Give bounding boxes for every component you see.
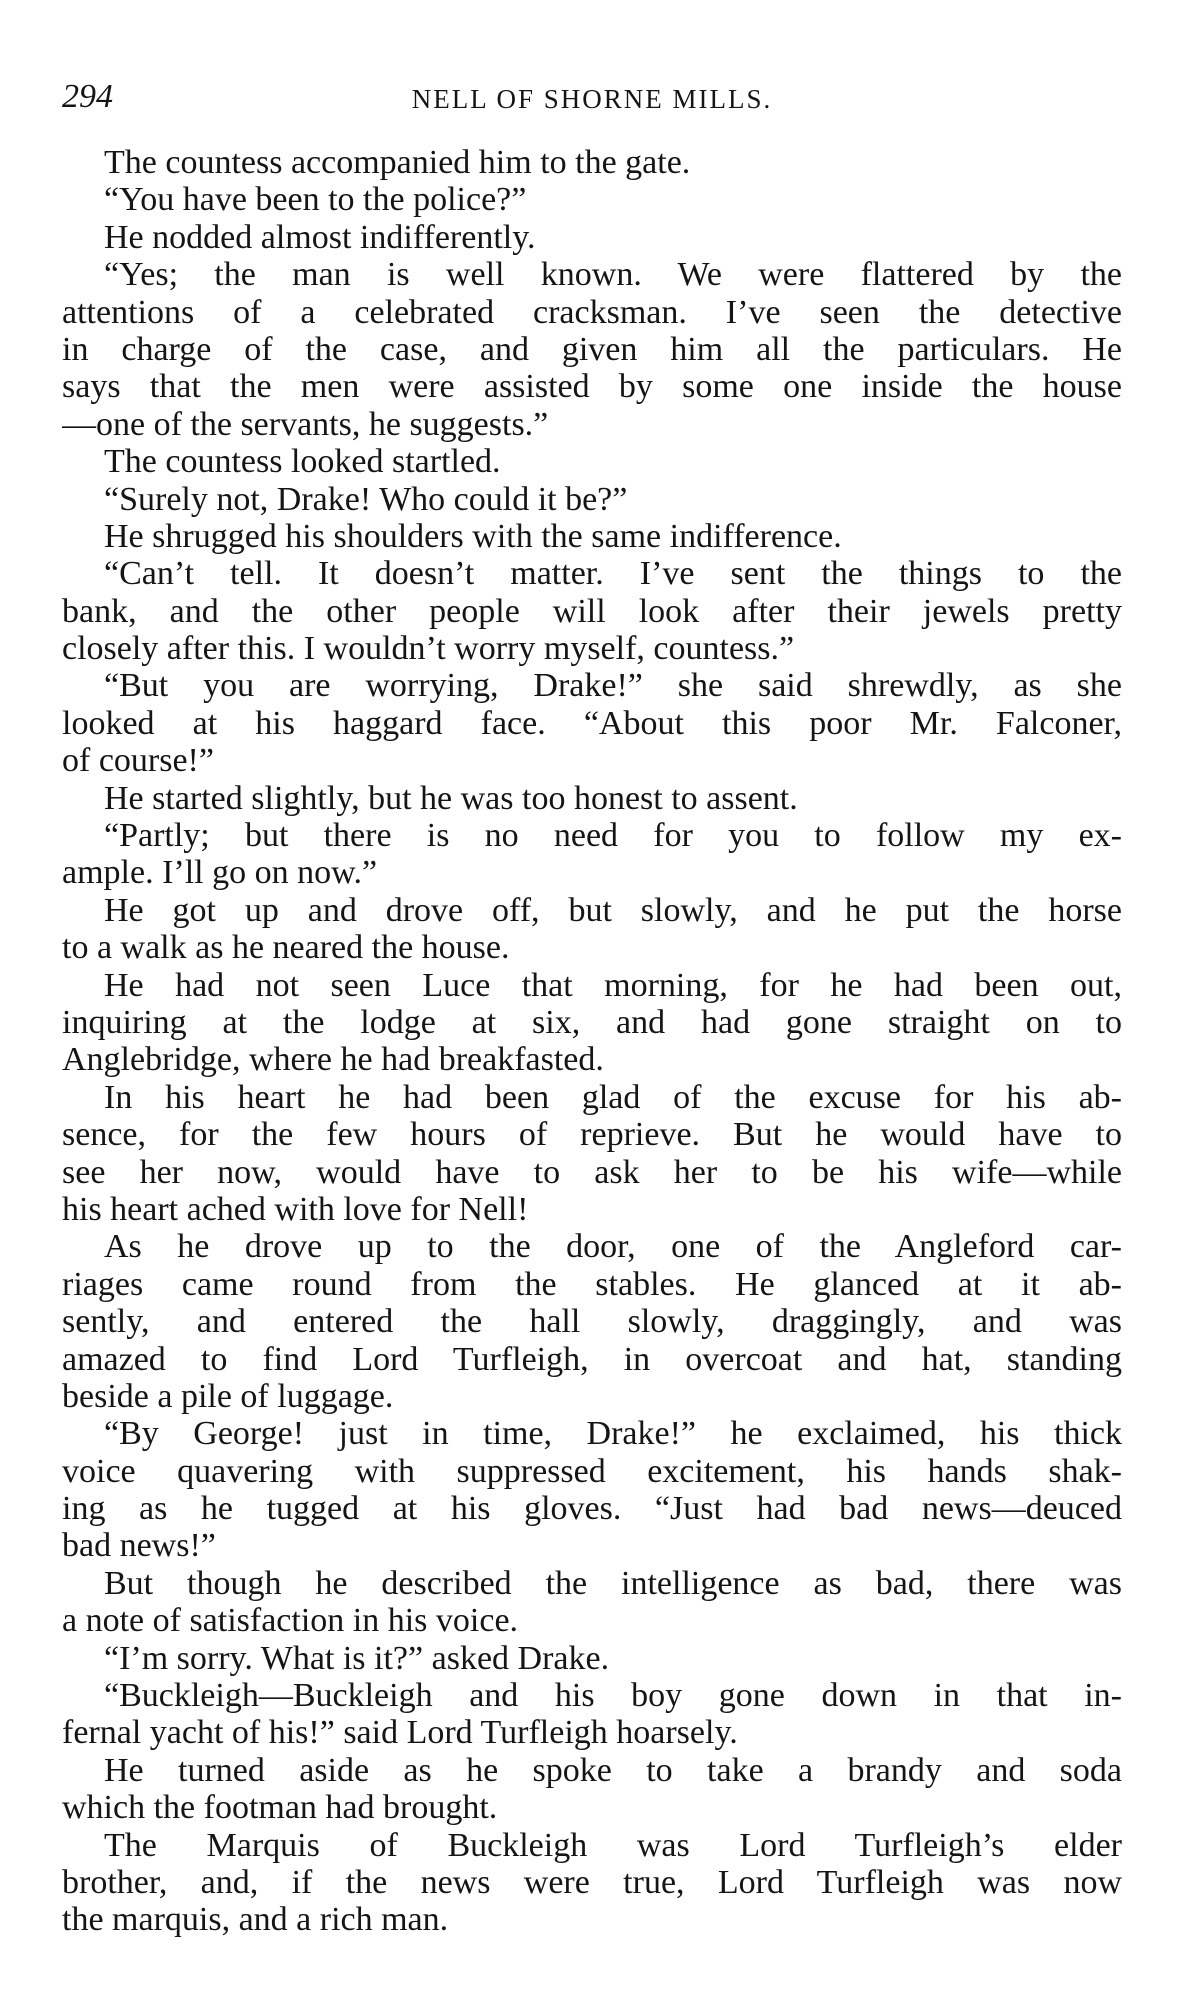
text-line: bank, and the other people will look after their jewels pretty <box>62 592 1122 630</box>
text-line: voice quavering with suppressed excitement, his hands shak- <box>62 1452 1122 1490</box>
text-line: He turned aside as he spoke to take a brandy and soda <box>104 1751 1122 1789</box>
text-line: The countess looked startled. <box>104 443 501 481</box>
text-line: ample. I’ll go on now.” <box>62 854 378 892</box>
page-number: 294 <box>62 78 113 115</box>
body-text <box>62 144 1122 1939</box>
text-line: beside a pile of luggage. <box>62 1377 394 1415</box>
text-line: says that the men were assisted by some one inside the house <box>62 368 1122 406</box>
text-line: ing as he tugged at his gloves. “Just had bad news—deuced <box>62 1490 1122 1528</box>
text-line: He got up and drove off, but slowly, and he put the horse <box>104 891 1122 929</box>
text-line: But though he described the intelligence as bad, there was <box>104 1564 1122 1602</box>
text-line: He started slightly, but he was too honest to assent. <box>104 779 798 817</box>
text-line: “Surely not, Drake! Who could it be?” <box>104 480 628 518</box>
text-line: He shrugged his shoulders with the same indifference. <box>104 517 842 555</box>
text-line: “Can’t tell. It doesn’t matter. I’ve sent the things to the <box>104 555 1122 593</box>
text-line: see her now, would have to ask her to be his wife—while <box>62 1153 1122 1191</box>
text-line: “Partly; but there is no need for you to follow my ex- <box>104 817 1122 855</box>
text-line: “But you are worrying, Drake!” she said shrewdly, as she <box>104 667 1122 705</box>
text-line: to a walk as he neared the house. <box>62 929 510 967</box>
text-line: his heart ached with love for Nell! <box>62 1190 529 1228</box>
text-line: the marquis, and a rich man. <box>62 1901 449 1939</box>
text-line: closely after this. I wouldn’t worry myself, countess.” <box>62 630 795 668</box>
text-line: “You have been to the police?” <box>104 181 527 219</box>
text-line: “By George! just in time, Drake!” he exclaimed, his thick <box>104 1415 1122 1453</box>
text-line: a note of satisfaction in his voice. <box>62 1602 519 1640</box>
book-page <box>62 72 1122 1939</box>
page-header <box>62 72 1122 122</box>
text-line: looked at his haggard face. “About this poor Mr. Falconer, <box>62 704 1122 742</box>
text-line: fernal yacht of his!” said Lord Turfleigh hoarsely. <box>62 1714 738 1752</box>
text-line: “Buckleigh—Buckleigh and his boy gone down in that in- <box>104 1677 1122 1715</box>
text-line: sently, and entered the hall slowly, draggingly, and was <box>62 1303 1122 1341</box>
text-line: The countess accompanied him to the gate. <box>104 144 691 181</box>
text-line: “I’m sorry. What is it?” asked Drake. <box>104 1639 610 1677</box>
text-line: —one of the servants, he suggests.” <box>62 405 549 443</box>
text-line: He nodded almost indifferently. <box>104 218 536 256</box>
text-line: which the footman had brought. <box>62 1789 498 1827</box>
text-line: He had not seen Luce that morning, for he had been out, <box>104 966 1122 1004</box>
text-line: Anglebridge, where he had breakfasted. <box>62 1041 604 1079</box>
text-line: sence, for the few hours of reprieve. But he would have to <box>62 1116 1122 1154</box>
text-line: attentions of a celebrated cracksman. I’ve seen the detective <box>62 293 1122 331</box>
text-line: in charge of the case, and given him all the particulars. He <box>62 330 1122 368</box>
text-line: “Yes; the man is well known. We were flattered by the <box>104 256 1122 294</box>
text-line: bad news!” <box>62 1527 216 1565</box>
text-line: of course!” <box>62 742 214 780</box>
text-line: As he drove up to the door, one of the Angleford car- <box>104 1228 1122 1266</box>
text-line: riages came round from the stables. He glanced at it ab- <box>62 1265 1122 1303</box>
text-line: The Marquis of Buckleigh was Lord Turfleigh’s elder <box>104 1826 1122 1864</box>
text-line: brother, and, if the news were true, Lord Turfleigh was now <box>62 1863 1122 1901</box>
text-line: amazed to find Lord Turfleigh, in overcoat and hat, standing <box>62 1340 1122 1378</box>
running-title: NELL OF SHORNE MILLS. <box>411 84 773 114</box>
text-line: inquiring at the lodge at six, and had gone straight on to <box>62 1003 1122 1041</box>
text-line: In his heart he had been glad of the excuse for his ab- <box>104 1078 1122 1116</box>
